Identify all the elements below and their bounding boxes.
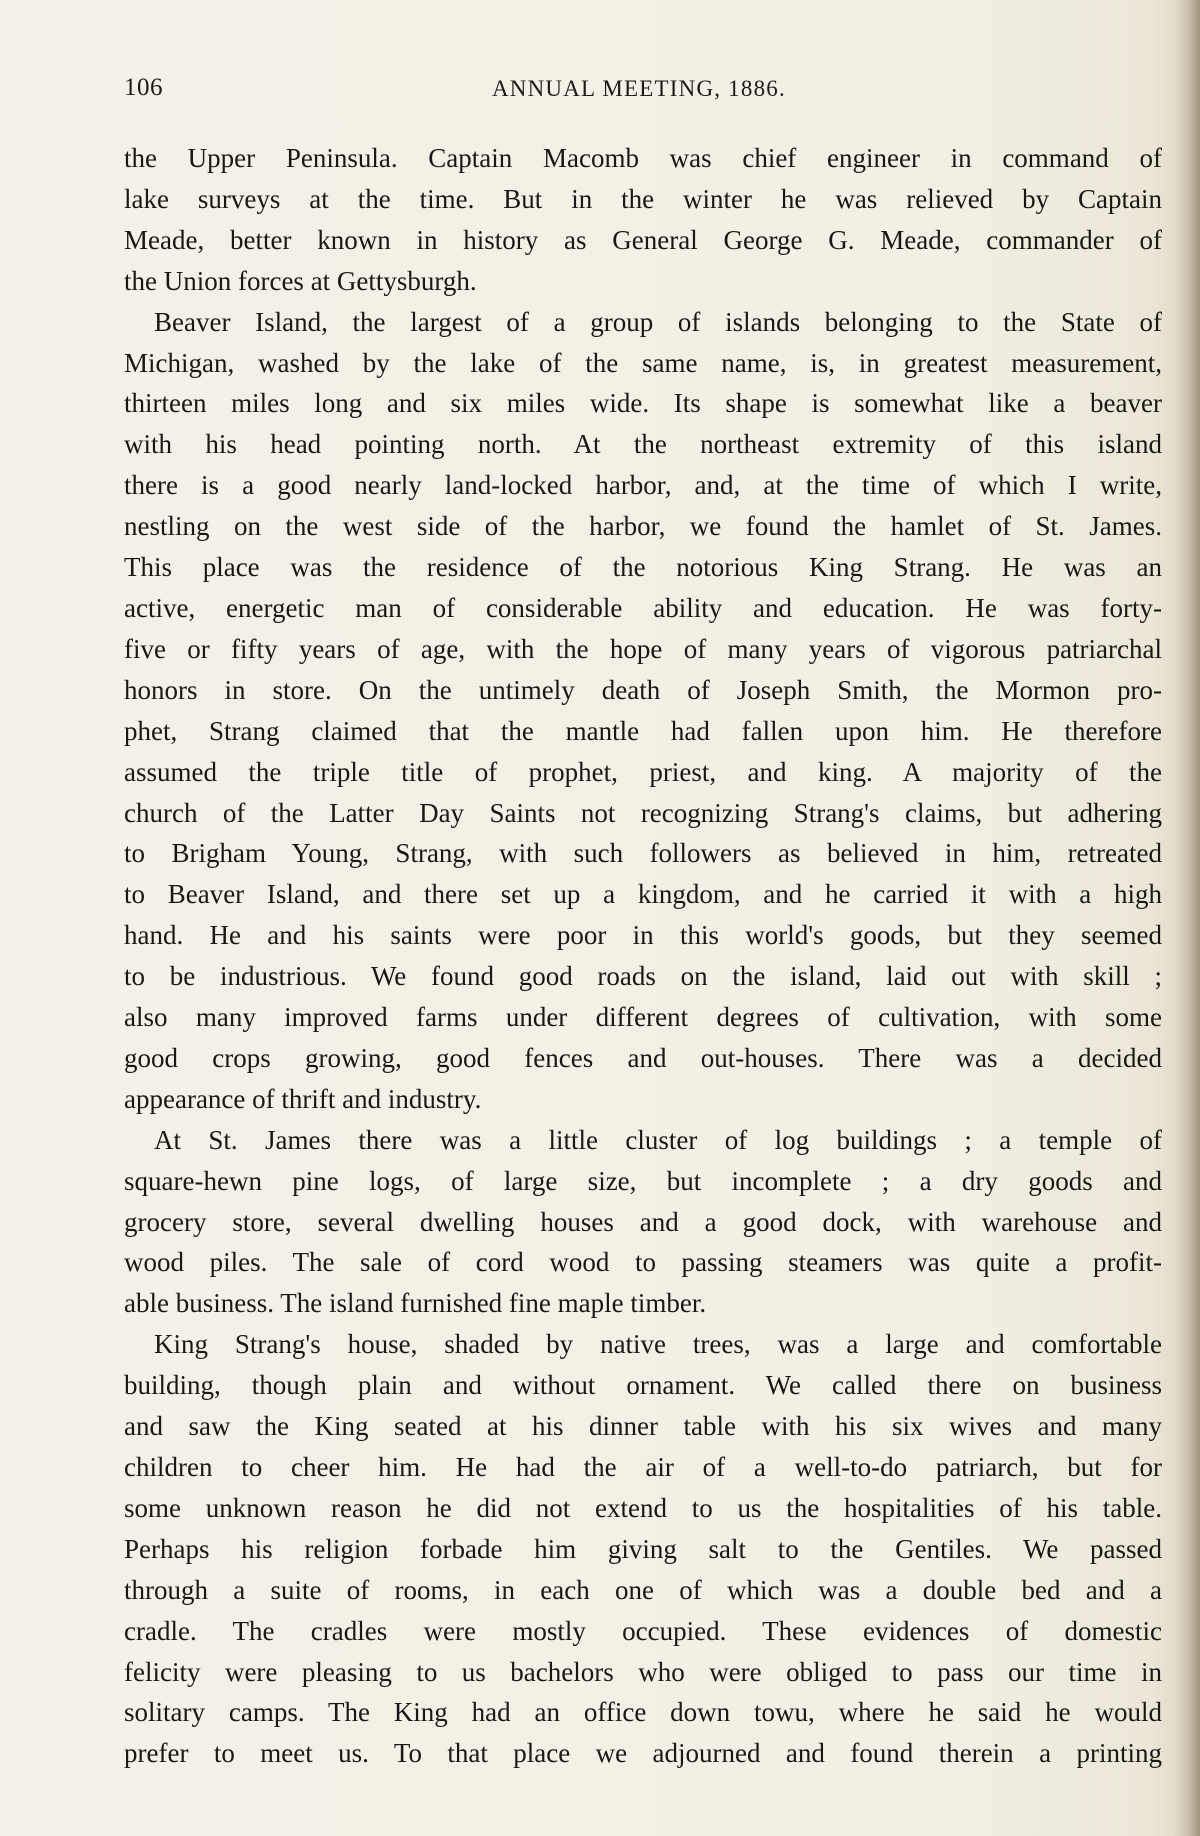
text-line: the Upper Peninsula. Captain Macomb was chief engineer in command of <box>124 143 1162 173</box>
running-header <box>124 74 1164 114</box>
text-line: five or fifty years of age, with the hope of many years of vigorous patriarchal <box>124 633 1162 664</box>
text-line: prefer to meet us. To that place we adjourned and found therein a printing <box>124 1738 1162 1769</box>
text-line: appearance of thrift and industry. <box>124 1083 482 1114</box>
text-line: Michigan, washed by the lake of the same name, is, in greatest measurement, <box>124 347 1162 378</box>
text-line: building, though plain and without ornament. We called there on business <box>124 1370 1162 1401</box>
text-line: phet, Strang claimed that the mantle had fallen upon him. He therefore <box>124 715 1162 746</box>
text-line: children to cheer him. He had the air of a well-to-do patriarch, but for <box>124 1452 1162 1482</box>
text-line: and saw the King seated at his dinner table with his six wives and many <box>124 1411 1162 1442</box>
text-line: Beaver Island, the largest of a group of islands belonging to the State of <box>154 306 1162 337</box>
text-line: nestling on the west side of the harbor, we found the hamlet of St. James. <box>124 511 1162 542</box>
page-edge-shadow <box>1174 0 1200 1836</box>
paragraph <box>124 138 1162 302</box>
text-line: also many improved farms under different degrees of cultivation, with some <box>124 1002 1162 1033</box>
text-line: able business. The island furnished fine maple timber. <box>124 1288 707 1319</box>
text-line: This place was the residence of the notorious King Strang. He was an <box>124 552 1162 583</box>
text-line: lake surveys at the time. But in the winter he was relieved by Captain <box>124 183 1162 214</box>
text-line: there is a good nearly land-locked harbor, and, at the time of which I write, <box>124 470 1162 501</box>
text-line: with his head pointing north. At the northeast extremity of this island <box>124 429 1162 460</box>
page-number: 106 <box>124 74 163 101</box>
text-line: Meade, better known in history as General George G. Meade, commander of <box>124 224 1162 255</box>
text-line: through a suite of rooms, in each one of which was a double bed and a <box>124 1574 1162 1605</box>
text-line: the Union forces at Gettysburgh. <box>124 265 477 296</box>
text-line: assumed the triple title of prophet, priest, and king. A majority of the <box>124 756 1162 787</box>
text-line: hand. He and his saints were poor in this world's goods, but they seemed <box>124 920 1162 951</box>
text-line: cradle. The cradles were mostly occupied. These evidences of domestic <box>124 1615 1162 1646</box>
text-line: solitary camps. The King had an office down towu, where he said he would <box>124 1697 1162 1728</box>
text-line: King Strang's house, shaded by native trees, was a large and comfortable <box>154 1329 1162 1360</box>
text-line: honors in store. On the untimely death of Joseph Smith, the Mormon pro- <box>124 674 1162 705</box>
text-line: church of the Latter Day Saints not recognizing Strang's claims, but adhering <box>124 797 1162 828</box>
text-line: Perhaps his religion forbade him giving salt to the Gentiles. We passed <box>124 1533 1162 1564</box>
text-line: to Brigham Young, Strang, with such followers as believed in him, retreated <box>124 838 1162 869</box>
paragraph <box>124 302 1162 1120</box>
paragraph <box>124 1120 1162 1325</box>
text-line: square-hewn pine logs, of large size, but incomplete ; a dry goods and <box>124 1165 1162 1196</box>
text-line: good crops growing, good fences and out-houses. There was a decided <box>124 1042 1162 1073</box>
text-line: grocery store, several dwelling houses and a good dock, with warehouse and <box>124 1206 1162 1237</box>
text-line: active, energetic man of considerable ability and education. He was forty- <box>124 592 1162 623</box>
text-line: wood piles. The sale of cord wood to passing steamers was quite a profit- <box>124 1247 1162 1278</box>
text-line: thirteen miles long and six miles wide. Its shape is somewhat like a beaver <box>124 388 1162 419</box>
text-line: felicity were pleasing to us bachelors who were obliged to pass our time in <box>124 1656 1162 1687</box>
text-line: to be industrious. We found good roads on the island, laid out with skill ; <box>124 961 1162 992</box>
running-title: ANNUAL MEETING, 1886. <box>492 76 786 101</box>
text-line: to Beaver Island, and there set up a kingdom, and he carried it with a high <box>124 879 1162 910</box>
text-line: some unknown reason he did not extend to us the hospitalities of his table. <box>124 1492 1162 1523</box>
paragraph <box>124 1324 1162 1774</box>
body-text <box>124 138 1162 1774</box>
text-line: At St. James there was a little cluster of log buildings ; a temple of <box>154 1124 1162 1155</box>
